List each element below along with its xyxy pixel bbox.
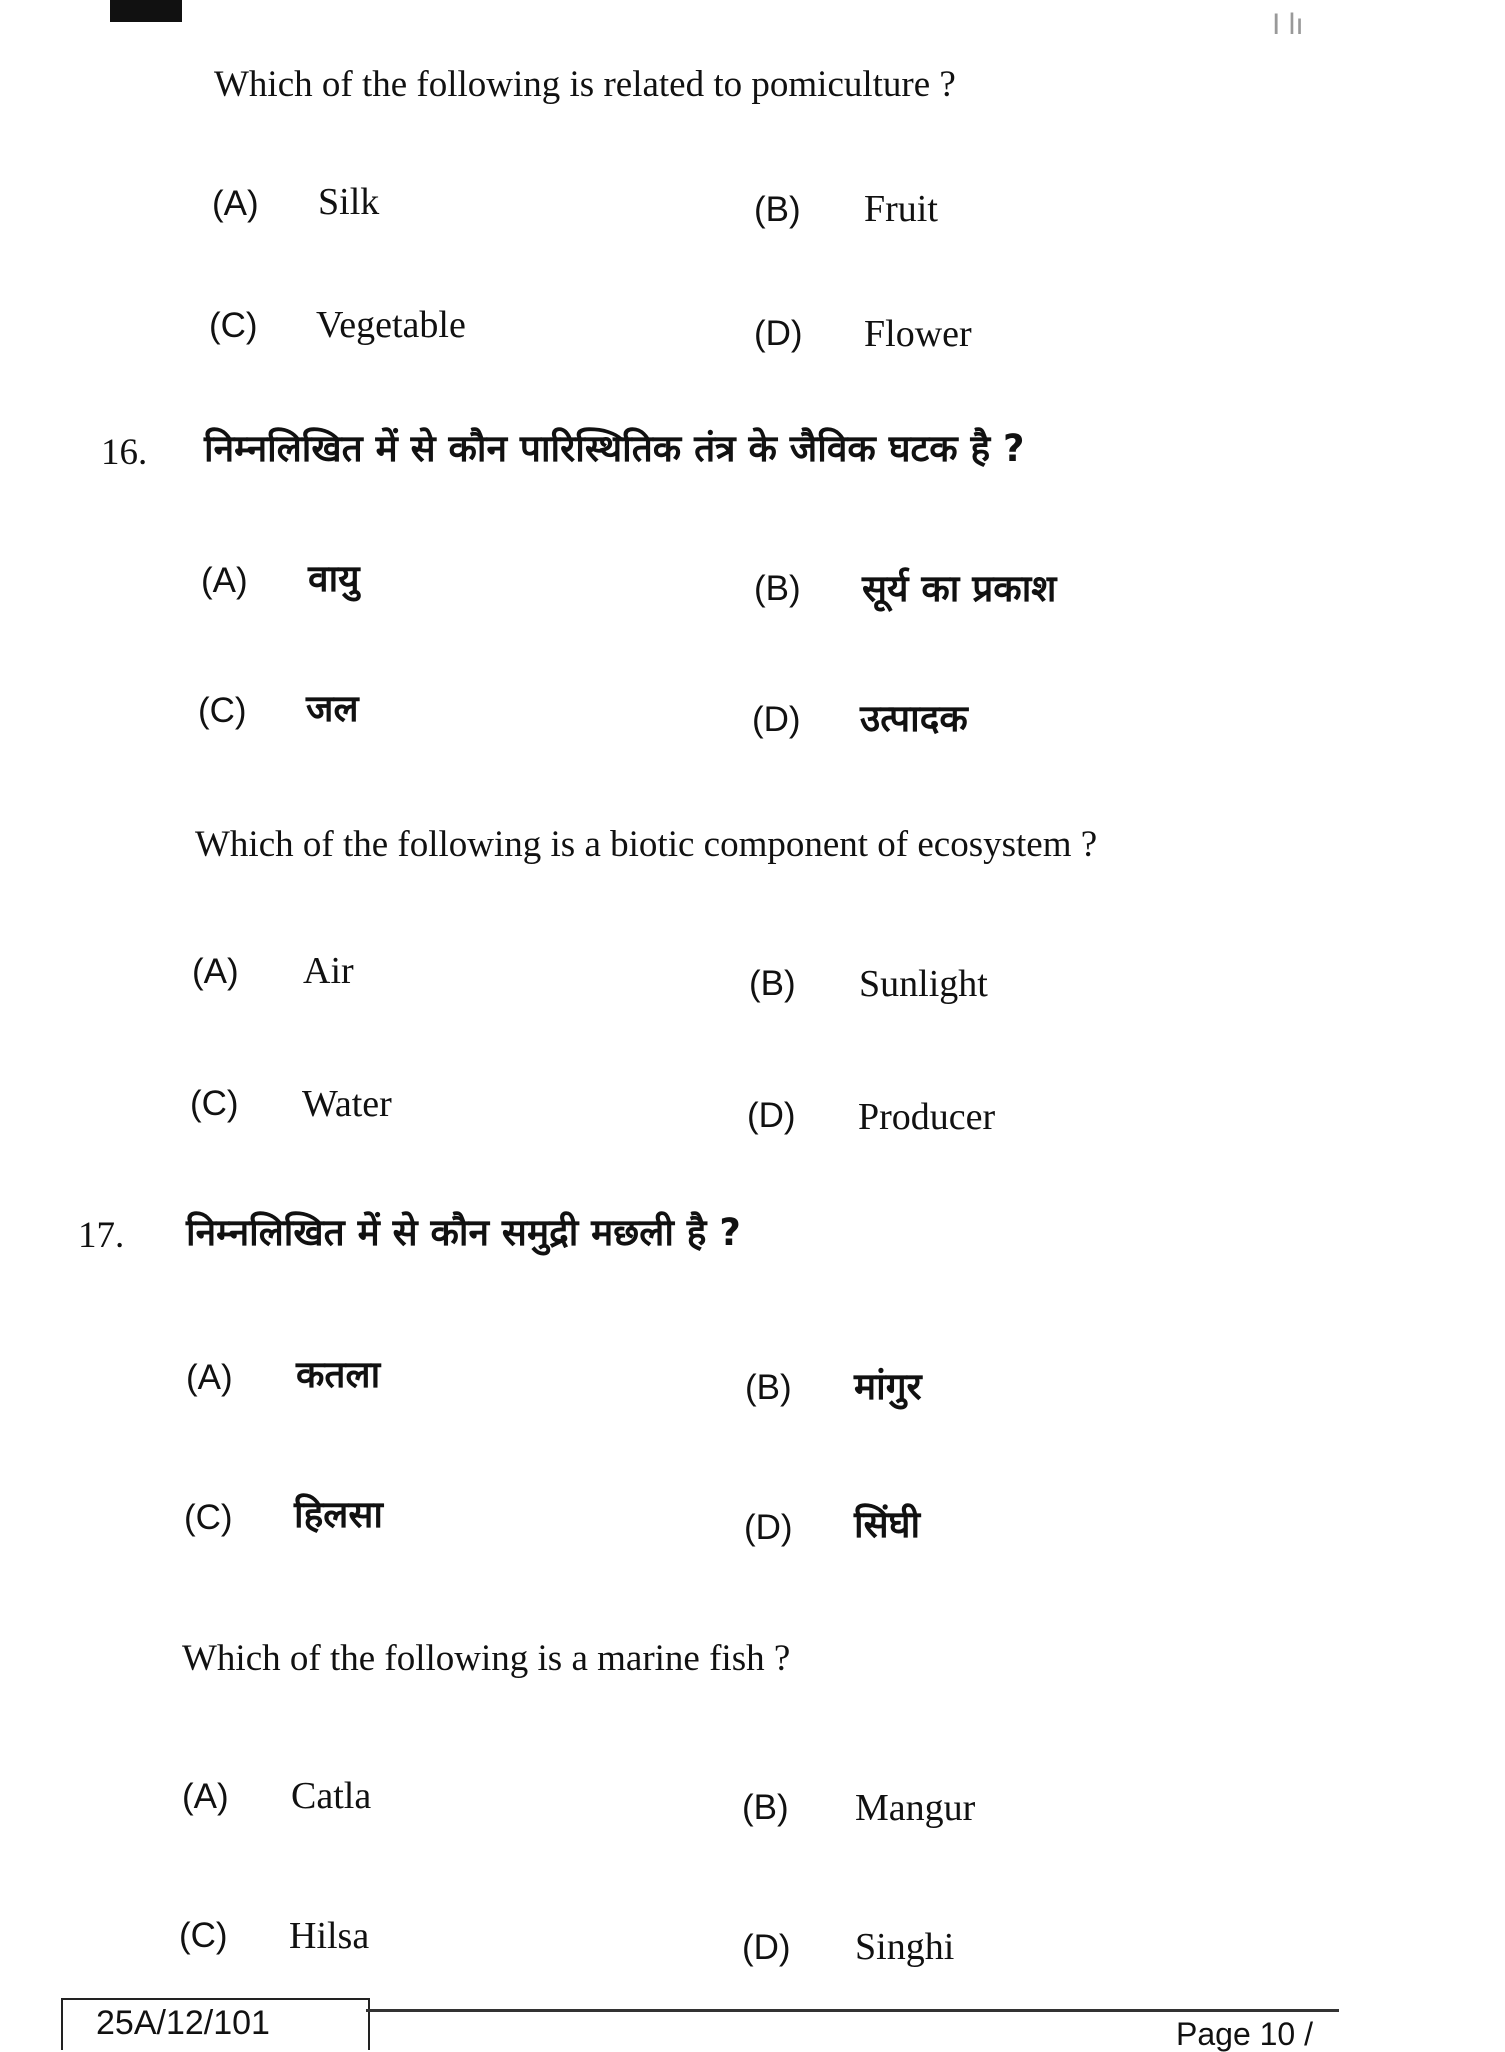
option-text: Producer	[858, 1096, 996, 1138]
option-label: (A)	[186, 1358, 233, 1397]
option-text: Singhi	[855, 1926, 955, 1968]
option-label: (D)	[744, 1508, 793, 1547]
option-label: (D)	[754, 314, 803, 353]
option-text: Fruit	[864, 188, 938, 230]
question-text: Which of the following is related to pomiculture ?	[214, 64, 956, 105]
question-text: निम्नलिखित में से कौन पारिस्थितिक तंत्र के जैविक घटक है ?	[204, 427, 1025, 470]
option-label: (C)	[184, 1498, 233, 1537]
page-corner-block	[110, 0, 182, 22]
option-text: जल	[306, 687, 359, 730]
option-label: (A)	[212, 184, 259, 223]
option-label: (D)	[747, 1096, 796, 1135]
option-text: उत्पादक	[860, 697, 968, 740]
paper-code: 25A/12/101	[96, 2004, 270, 2042]
option-text: वायु	[308, 557, 360, 600]
footer-rule	[366, 2009, 1339, 2012]
option-label: (B)	[754, 569, 801, 608]
question-number: 17.	[78, 1215, 125, 1256]
option-text: Air	[303, 950, 354, 992]
option-label: (B)	[749, 964, 796, 1003]
option-label: (C)	[209, 306, 258, 345]
option-text: Catla	[291, 1775, 372, 1817]
page-number: Page 10 /	[1176, 2016, 1313, 2052]
option-text: मांगुर	[854, 1365, 922, 1408]
question-text: Which of the following is a biotic component of ecosystem ?	[195, 824, 1098, 865]
option-text: Hilsa	[289, 1915, 370, 1957]
option-label: (C)	[198, 691, 247, 730]
option-label: (A)	[182, 1777, 229, 1816]
option-label: (A)	[201, 561, 248, 600]
option-label: (C)	[179, 1916, 228, 1955]
option-text: Vegetable	[316, 304, 466, 346]
option-label: (B)	[745, 1368, 792, 1407]
option-label: (D)	[752, 700, 801, 739]
option-label: (A)	[192, 952, 239, 991]
option-label: (B)	[742, 1788, 789, 1827]
option-text: सूर्य का प्रकाश	[862, 567, 1057, 610]
option-label: (B)	[754, 190, 801, 229]
question-number: 16.	[101, 432, 148, 473]
corner-mark: I lı	[1272, 8, 1304, 41]
option-label: (D)	[742, 1928, 791, 1967]
option-text: कतला	[296, 1353, 381, 1396]
option-text: Flower	[864, 313, 972, 355]
option-label: (C)	[190, 1084, 239, 1123]
option-text: हिलसा	[294, 1493, 383, 1536]
option-text: Sunlight	[859, 963, 988, 1005]
question-text: निम्नलिखित में से कौन समुद्री मछली है ?	[186, 1211, 741, 1254]
option-text: सिंघी	[854, 1503, 921, 1546]
option-text: Water	[302, 1083, 392, 1125]
question-text: Which of the following is a marine fish ?	[182, 1638, 791, 1679]
option-text: Silk	[318, 181, 380, 223]
option-text: Mangur	[855, 1787, 976, 1829]
